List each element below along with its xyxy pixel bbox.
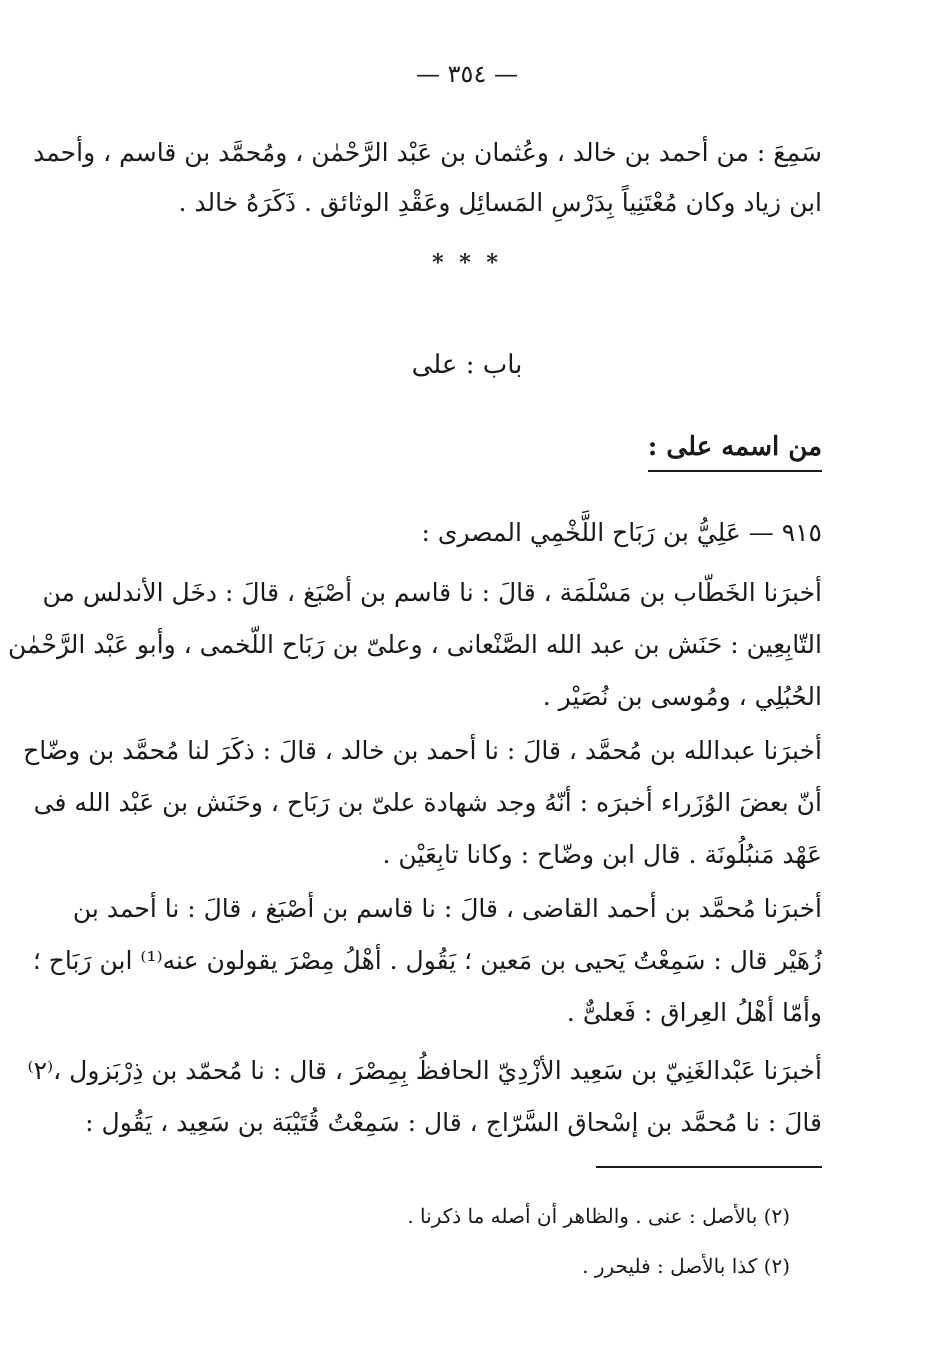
footnote: (٢) بالأصل : عنى . والظاهر أن أصله ما ذكرنا . (407, 1204, 790, 1228)
section-heading-container (562, 432, 822, 472)
entry-heading: ٩١٥ — عَلِيُّ بن رَبَاح اللَّخْمِي المصرى : (421, 518, 822, 547)
paragraph-line: أخبرَنا عَبْدالغَنِيّ بن سَعِيد الأزْدِيّ الحافظُ بِمِصْرَ ، قال : نا مُحمّد بن ذِرْبَزول ،⁽٢⁾ (27, 1056, 822, 1085)
intro-line: سَمِعَ : من أحمد بن خالد ، وعُثمان بن عَبْد الرَّحْمٰن ، ومُحمَّد بن قاسم ، وأحمد (33, 138, 822, 167)
section-separator: * * * (432, 250, 502, 276)
paragraph-line: أنّ بعضَ الوُزَراء أخبرَه : أنّهُ وجد شهادة علىّ بن رَبَاح ، وحَنَش بن عَبْد الله فى (33, 788, 822, 817)
paragraph-line: عَهْد مَنبُلُونَة . قال ابن وضّاح : وكانا تابِعَيْن . (382, 840, 822, 869)
paragraph-line: التّابِعِين : حَنَش بن عبد الله الصَّنْعانى ، وعلىّ بن رَبَاح اللّخمى ، وأبو عَبْد الرَّحْمٰن (8, 630, 822, 659)
page-number: — ٣٥٤ — (416, 60, 518, 88)
paragraph-line: زُهَيْر قال : سَمِعْتُ يَحيى بن مَعين ؛ يَقُول . أهْلُ مِصْرَ يقولون عنه⁽¹⁾ ابن رَبَاح ؛ (32, 946, 822, 975)
paragraph-line: الحُبُلِي ، ومُوسى بن نُصَيْر . (542, 682, 822, 711)
paragraph-line: قالَ : نا مُحمَّد بن إسْحاق السَّرّاج ، قال : سَمِعْتُ قُتَيْبَة بن سَعِيد ، يَقُول : (85, 1108, 822, 1137)
paragraph-line: أخبرَنا الخَطّاب بن مَسْلَمَة ، قالَ : نا قاسم بن أصْبَغ ، قالَ : دخَل الأندلس من (42, 578, 822, 607)
footnote-rule (596, 1166, 822, 1168)
paragraph-line: أخبرَنا عبدالله بن مُحمَّد ، قالَ : نا أحمد بن خالد ، قالَ : ذكَرَ لنا مُحمَّد بن وضّاح (23, 736, 822, 765)
footnote: (٢) كذا بالأصل : فليحرر . (582, 1254, 790, 1278)
paragraph-line: وأمّا أهْلُ العِراق : فَعلىٌّ . (566, 998, 822, 1027)
paragraph-line: أخبرَنا مُحمَّد بن أحمد القاضى ، قالَ : نا قاسم بن أصْبَغ ، قالَ : نا أحمد بن (72, 894, 822, 923)
chapter-heading: باب : على (411, 350, 523, 380)
section-heading: من اسمه على : (648, 432, 822, 472)
intro-line: ابن زياد وكان مُعْتَنِياً بِدَرْسِ المَسائِل وعَقْدِ الوثائق . ذَكَرَهُ خالد . (178, 188, 822, 217)
